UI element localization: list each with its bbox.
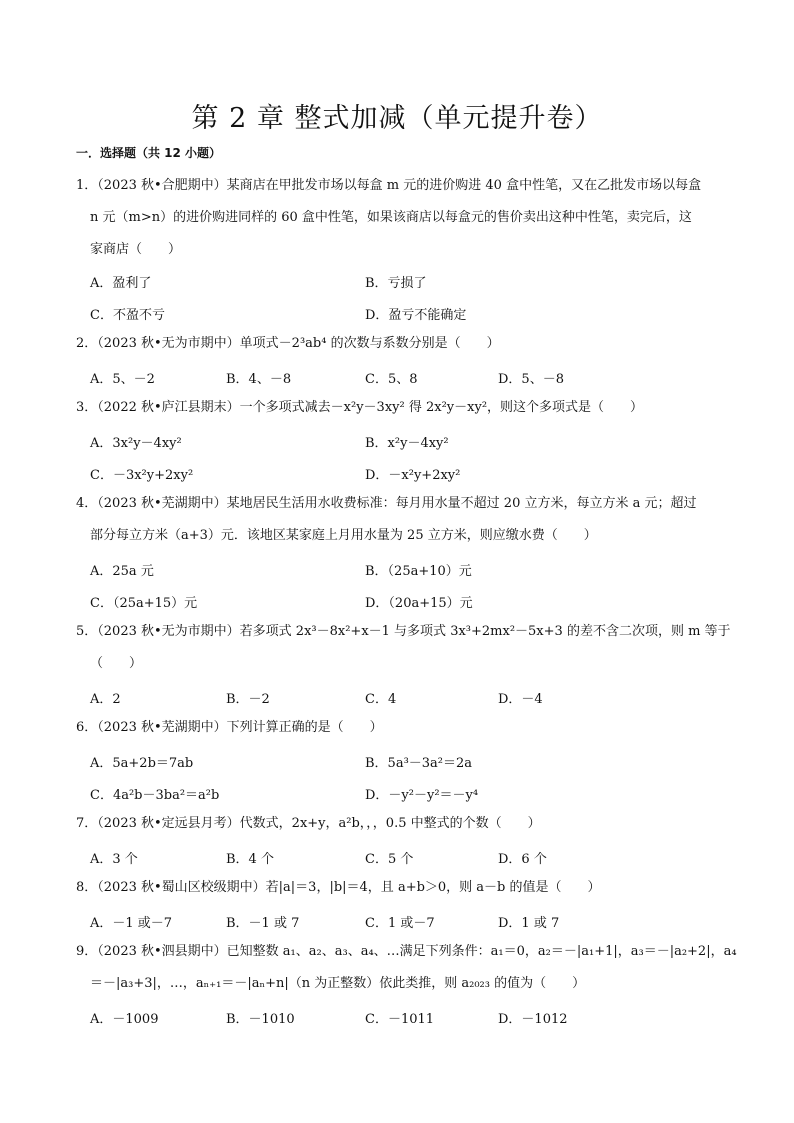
- question-number: 1．: [76, 178, 98, 193]
- option-d: D．1 或 7: [498, 916, 560, 931]
- option-a: A．3 个: [90, 852, 138, 867]
- question-number: 9．: [76, 944, 98, 959]
- question-source: （2022 秋•庐江县期末）: [97, 400, 240, 415]
- question-number: 3．: [76, 400, 98, 415]
- question-source: （2023 秋•蜀山区校级期中）: [97, 880, 266, 895]
- option-a: A．5、－2: [90, 372, 155, 387]
- option-d: D．－1012: [498, 1012, 568, 1027]
- option-b: B．－1 或 7: [226, 916, 300, 931]
- option-c: C．5 个: [365, 852, 414, 867]
- option-c: C．不盈不亏: [90, 308, 165, 323]
- question-1: [76, 170, 728, 266]
- option-b: B．亏损了: [365, 276, 427, 291]
- question-line: n 元（m>n）的进价购进同样的 60 盒中性笔，如果该商店以每盒元的售价卖出这种中性笔，卖完后，这: [90, 210, 692, 225]
- option-a: A．25a 元: [90, 564, 154, 579]
- question-3: [76, 392, 728, 424]
- question-line: 家商店（ ）: [90, 242, 182, 257]
- question-line: [76, 392, 728, 424]
- question-source: （2023 秋•无为市期中）: [97, 624, 240, 639]
- question-text: 已知整数 a₁、a₂、a₃、a₄、…满足下列条件：a₁＝0，a₂＝－|a₁+1|，a₃＝－|a₂+2|，a₄: [226, 944, 737, 959]
- question-number: 6．: [76, 720, 98, 735]
- question-6: [76, 712, 728, 744]
- question-line: [76, 170, 728, 202]
- question-line: [76, 936, 737, 968]
- option-a: A．2: [90, 692, 121, 707]
- option-a: A．5a+2b＝7ab: [90, 756, 194, 771]
- option-d: D．6 个: [498, 852, 547, 867]
- question-text: 若多项式 2x³－8x²+x－1 与多项式 3x³+2mx²－5x+3 的差不含二次项，则 m 等于: [239, 624, 731, 639]
- option-d: D．－x²y+2xy²: [365, 468, 461, 483]
- question-number: 8．: [76, 880, 98, 895]
- question-line: [76, 808, 728, 840]
- question-5: [76, 616, 731, 680]
- option-a: A．盈利了: [90, 276, 152, 291]
- question-line: [76, 616, 731, 648]
- question-source: （2023 秋•合肥期中）: [97, 178, 227, 193]
- option-c: C．4a²b－3ba²＝a²b: [90, 788, 220, 803]
- option-c: C．1 或－7: [365, 916, 435, 931]
- question-number: 2．: [76, 336, 98, 351]
- question-line: （ ）: [90, 656, 143, 671]
- option-b: B．4 个: [226, 852, 274, 867]
- option-b: B．x²y－4xy²: [365, 436, 449, 451]
- option-c: C．（25a+15）元: [90, 596, 198, 611]
- question-text: 若|a|＝3，|b|＝4，且 a+b＞0，则 a－b 的值是（ ）: [265, 880, 601, 895]
- question-text: 单项式－2³ab⁴ 的次数与系数分别是（ ）: [239, 336, 500, 351]
- question-source: （2023 秋•泗县期中）: [97, 944, 227, 959]
- question-line: ＝－|a₃+3|，…，aₙ₊₁＝－|aₙ+n|（n 为正整数）依此类推，则 a₂₀₂₃ 的值为（ ）: [90, 976, 586, 991]
- question-line: [76, 872, 728, 904]
- option-c: C．－3x²y+2xy²: [90, 468, 194, 483]
- question-text: 代数式，2x+y，a²b，，，0.5 中整式的个数（ ）: [239, 816, 541, 831]
- question-9: [76, 936, 737, 1000]
- question-line: [76, 488, 728, 520]
- question-number: 5．: [76, 624, 98, 639]
- option-a: A．3x²y－4xy²: [90, 436, 182, 451]
- option-c: C．－1011: [365, 1012, 435, 1027]
- question-2: [76, 328, 728, 360]
- document-title: 第 2 章 整式加减（单元提升卷）: [191, 103, 603, 134]
- question-8: [76, 872, 728, 904]
- question-number: 7．: [76, 816, 98, 831]
- question-line: [76, 712, 728, 744]
- option-d: D．（20a+15）元: [365, 596, 473, 611]
- option-a: A．－1009: [90, 1012, 159, 1027]
- option-d: D．－4: [498, 692, 543, 707]
- option-a: A．－1 或－7: [90, 916, 173, 931]
- option-d: D．5、－8: [498, 372, 564, 387]
- option-b: B．（25a+10）元: [365, 564, 472, 579]
- option-b: B．5a³－3a²＝2a: [365, 756, 473, 771]
- option-c: C．5、8: [365, 372, 418, 387]
- question-line: 部分每立方米（a+3）元．该地区某家庭上月用水量为 25 立方米，则应缴水费（ ）: [90, 528, 597, 543]
- question-source: （2023 秋•芜湖期中）: [97, 720, 227, 735]
- option-d: D．－y²－y²＝－y⁴: [365, 788, 479, 803]
- option-d: D．盈亏不能确定: [365, 308, 467, 323]
- question-4: [76, 488, 728, 552]
- option-b: B．－1010: [226, 1012, 295, 1027]
- option-b: B．－2: [226, 692, 270, 707]
- option-b: B．4、－8: [226, 372, 292, 387]
- question-text: 下列计算正确的是（ ）: [226, 720, 383, 735]
- question-text: 某商店在甲批发市场以每盒 m 元的进价购进 40 盒中性笔，又在乙批发市场以每盒: [226, 178, 702, 193]
- question-line: [76, 328, 728, 360]
- option-c: C．4: [365, 692, 397, 707]
- section-heading: 一．选择题（共 12 小题）: [76, 146, 222, 160]
- question-source: （2023 秋•无为市期中）: [97, 336, 240, 351]
- question-source: （2023 秋•定远县月考）: [97, 816, 240, 831]
- question-number: 4．: [76, 496, 98, 511]
- question-text: 一个多项式减去－x²y－3xy² 得 2x²y－xy²，则这个多项式是（ ）: [239, 400, 644, 415]
- question-source: （2023 秋•芜湖期中）: [97, 496, 227, 511]
- question-7: [76, 808, 728, 840]
- question-text: 某地居民生活用水收费标准：每月用水量不超过 20 立方米，每立方米 a 元；超过: [226, 496, 697, 511]
